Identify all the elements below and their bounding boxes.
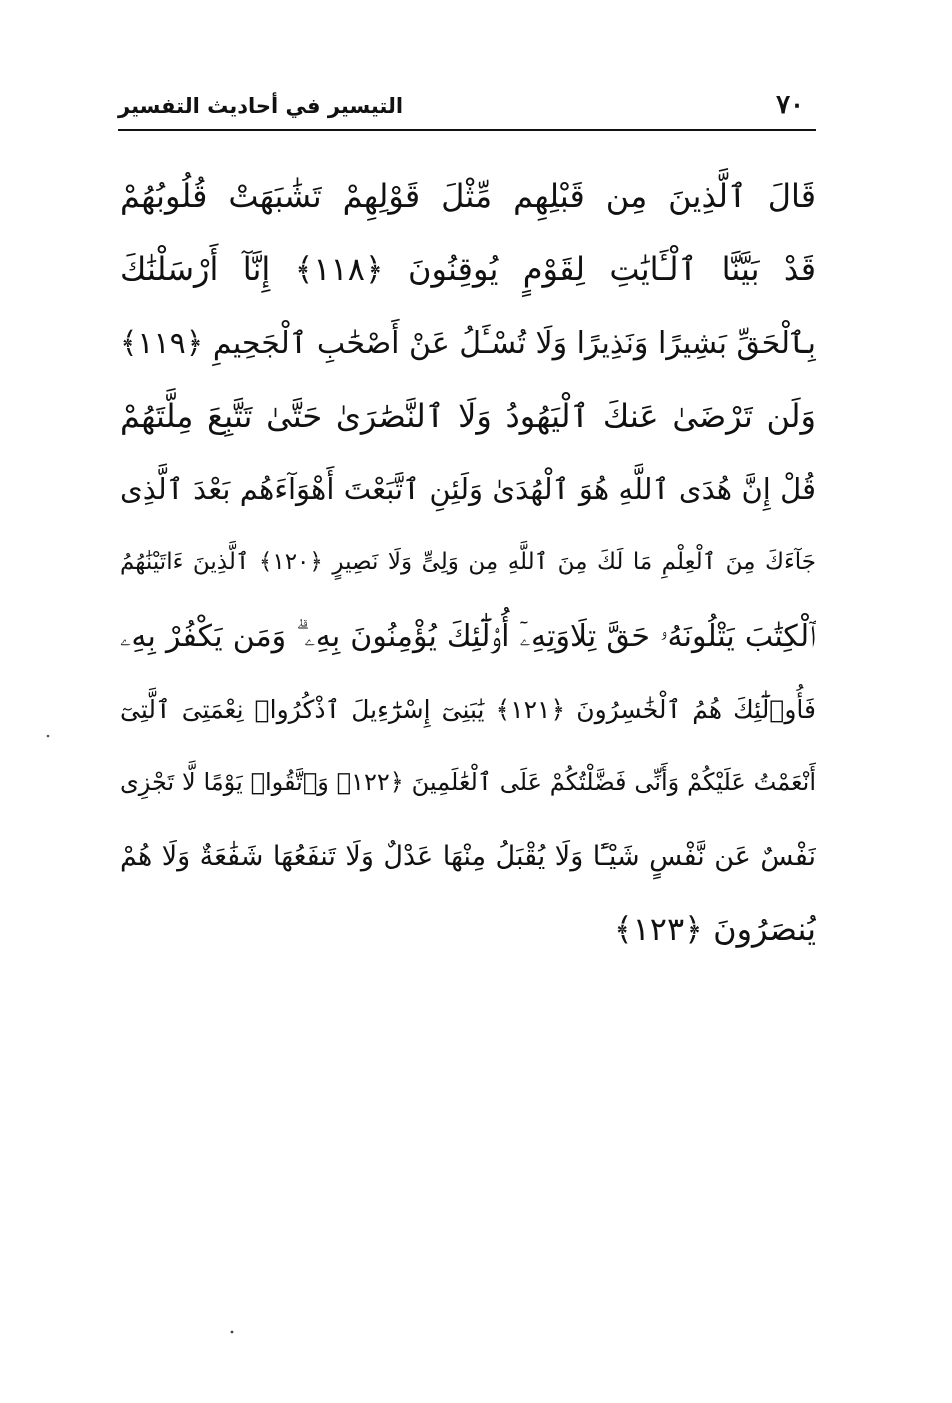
quran-text-block xyxy=(120,160,816,966)
text-line: بِٱلْحَقِّ بَشِيرًا وَنَذِيرًا وَلَا تُسْـَٔلُ عَنْ أَصْحَٰبِ ٱلْجَحِيمِ ﴿١١٩﴾ xyxy=(120,325,816,361)
scan-speck xyxy=(47,735,50,738)
text-line: فَأُو۟لَٰٓئِكَ هُمُ ٱلْخَٰسِرُونَ ﴿١٢١﴾ يَٰبَنِىٓ إِسْرَٰٓءِيلَ ٱذْكُرُوا۟ نِعْمَتِىَ ٱلَّتِىٓ xyxy=(120,695,816,725)
text-line: يُنصَرُونَ ﴿١٢٣﴾ xyxy=(613,909,816,948)
scan-speck xyxy=(231,1331,234,1334)
text-line: قَالَ ٱلَّذِينَ مِن قَبْلِهِم مِّثْلَ قَوْلِهِمْ تَشَٰبَهَتْ قُلُوبُهُمْ xyxy=(120,177,816,215)
page-header xyxy=(118,88,816,130)
running-title: التيسير في أحاديث التفسير xyxy=(118,94,404,118)
text-line: قَدْ بَيَّنَّا ٱلْـَٔايَٰتِ لِقَوْمٍ يُوقِنُونَ ﴿١١٨﴾ إِنَّآ أَرْسَلْنَٰكَ xyxy=(120,250,816,289)
header-rule xyxy=(118,129,816,131)
text-line: ٱلْكِتَٰبَ يَتْلُونَهُۥ حَقَّ تِلَاوَتِهِۦٓ أُو۟لَٰٓئِكَ يُؤْمِنُونَ بِهِۦ ۗ وَمَن يَكْفُرْ بِهِۦ xyxy=(120,618,816,654)
text-line: جَآءَكَ مِنَ ٱلْعِلْمِ مَا لَكَ مِنَ ٱللَّهِ مِن وَلِىٍّ وَلَا نَصِيرٍ ﴿١٢٠﴾ ٱلَّذِينَ ءَاتَيْنَٰهُمُ xyxy=(120,549,816,576)
page-number: ٧٠ xyxy=(776,90,804,120)
text-line: قُلْ إِنَّ هُدَى ٱللَّهِ هُوَ ٱلْهُدَىٰ وَلَئِنِ ٱتَّبَعْتَ أَهْوَآءَهُم بَعْدَ ٱلَّذِى xyxy=(120,472,816,507)
text-line: وَلَن تَرْضَىٰ عَنكَ ٱلْيَهُودُ وَلَا ٱلنَّصَٰرَىٰ حَتَّىٰ تَتَّبِعَ مِلَّتَهُمْ xyxy=(120,396,816,435)
text-line: أَنْعَمْتُ عَلَيْكُمْ وَأَنِّى فَضَّلْتُكُمْ عَلَى ٱلْعَٰلَمِينَ ﴿١٢٢﴾ وَٱتَّقُوا۟ يَوْمًا لَّا تَجْزِى xyxy=(120,768,816,797)
text-line: نَفْسٌ عَن نَّفْسٍ شَيْـًٔا وَلَا يُقْبَلُ مِنْهَا عَدْلٌ وَلَا تَنفَعُهَا شَفَٰعَةٌ وَلَا هُمْ xyxy=(120,840,816,872)
